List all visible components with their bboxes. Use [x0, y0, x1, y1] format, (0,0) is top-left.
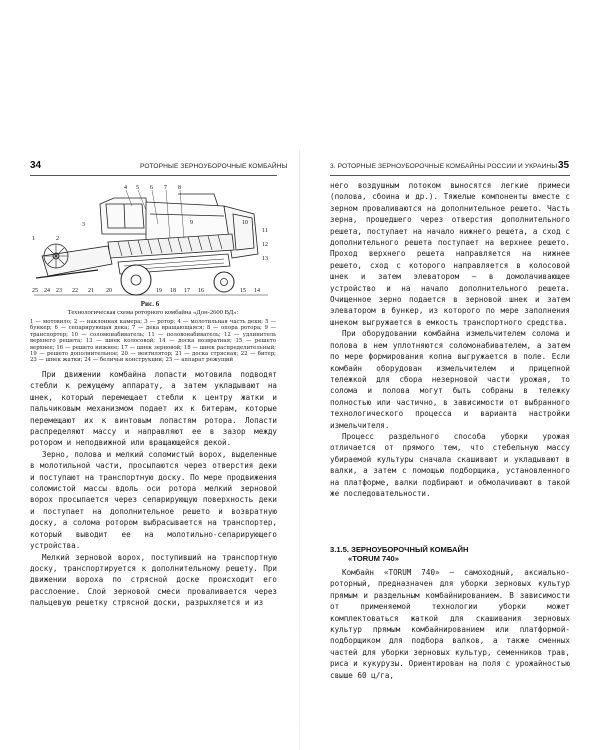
figure-callout: 18 [170, 288, 176, 294]
left-header-rule [30, 175, 277, 176]
paragraph: Процесс раздельного способа уборки урожая отличается от прямого тем, что стебельную массу убираемой культуры сначала скашивают и укладывают в валки, а затем с помощью подборщика, установленного на платформе, валки подбирают и обмолачивают в такой же последовательности. [330, 431, 570, 498]
figure-callout: 25 [32, 288, 38, 294]
left-page-number: 34 [30, 160, 42, 171]
figure-callout: 21 [88, 288, 94, 294]
paragraph: При движении комбайна лопасти мотовила подводят стебли к режущему аппарату, а затем укладывают на шнек, который перемещает стебли к центру жатки и пальчиковым механизмом подает их к битерам, которые перемещают их к винтовым лопастям ротора. Лопасти распределяют массу и направляют ее в зазор между ротором и неподвижной или вращающейся декой. [30, 370, 277, 448]
figure-callout: 19 [156, 288, 162, 294]
figure-callout: 5 [136, 185, 139, 191]
paragraph: При оборудовании комбайна измельчителем солома и полова в нем уплотняются соломонабивателем, а затем по мере формирования копна выгружается в поле. Если комбайн оборудован измельчителем и прицепной тележкой для сбора незерновой части урожая, то солома и полова могут быть собраны в тележку полностью или частично, в зависимости от выбранного технологического процесса и варианта настройки измельчителя. [330, 329, 570, 430]
right-running-header: 3. РОТОРНЫЕ ЗЕРНОУБОРОЧНЫЕ КОМБАЙНЫ РОССИИ И УКРАИНЫ [330, 163, 558, 170]
figure-callout: 15 [240, 288, 246, 294]
figure-callout: 4 [124, 185, 127, 191]
paragraph: Зерно, полова и мелкий соломистый ворох, выделенные в молотильной части, просыпаются через отверстия деки и поступают на транспортную доску. По мере продвижения соломистой массы вдоль оси ротора мелкий зерновой ворох просыпается через сепарирующую поверхность деки и поступает на дополнительное решето и возвратную доску, а солома ротором выбрасывается на транспортер, который выводит ее на молотильно-сепарирующего устройства. [30, 449, 277, 551]
figure-callout: 8 [178, 185, 181, 191]
figure-callout: 24 [44, 288, 50, 294]
figure-callout: 2 [56, 236, 59, 242]
figure-legend: 1 — мотовило; 2 — наклонная камера; 3 — ротор; 4 — молотильная часть деки; 5 — бункер; 6 — сепарирующая дека; 7 — дека вращающаяся; 8 — опора ротора; 9 — транспортер; 10 — соломонабиватель; 11 — половонабиватель; 12 — удлинитель верхнего решета; 13 — шнек колосовой; 14 — доска возвратная; 15 — решето верхнее; 16 — решето нижнее; 17 — шнек зерновой; 18 — шнек распределительный; 19 — решето дополнительное; 20 — вентилятор; 21 — доска стрясная; 22 — битер; 23 — шнек жатки; 24 — беличьи конструкции; 25 — аппарат режущий [30, 319, 276, 364]
figure-callout: 12 [262, 242, 268, 248]
figure-callout: 22 [72, 288, 78, 294]
figure-callout: 6 [150, 185, 153, 191]
right-page-number: 35 [558, 160, 570, 171]
figure-callout: 23 [56, 288, 62, 294]
figure-callout: 11 [262, 228, 268, 234]
section-heading-line: 3.1.5. ЗЕРНОУБОРОЧНЫЙ КОМБАЙН [330, 545, 469, 554]
figure-callout: 10 [242, 220, 248, 226]
paragraph: него воздушным потоком выносятся легкие примеси (полова, сбоина и др.). Тяжелые компоненты вместе с зерном проваливаются на дополнительное решето. Часть зерна, прошедшего через отверстия дополнительного решета, поступает на начало нижнего решета, а сход с дополнительного решета поступает на верхнее решето. Проход верхнего решета направляется на нижнее решето, сход с которого направляется в колосовой шнек и затем элеватором — в домолачивающее устройство и на начало дополнительного решета. Очищенное зерно подается в зерновой шнек и затем элеватором в бункер, из которого по мере заполнения шнеком выгружается в емкость транспортного средства. [330, 181, 570, 327]
figure-callout: 9 [190, 220, 193, 226]
figure-callout: 13 [262, 256, 268, 262]
figure-callout: 16 [198, 288, 204, 294]
paragraph: Комбайн «TORUM 740» — самоходный, аксиально-роторный, предназначен для уборки зерновых культур прямым и раздельным комбайнированием. В зависимости от применяемой технологии уборки может комплектоваться жаткой для скашивания зерновых культур прямым комбайнированием или платформой-подборщиком для подбора валков, а также сменных частей для уборки зерновых культур, семенников трав, риса и кукурузы. Ориентирован на поля с урожайностью свыше 60 ц/га, [330, 568, 570, 680]
left-body-text [30, 369, 277, 609]
figure-label: Рис. 6 [140, 300, 160, 308]
right-body-text-bottom [330, 567, 570, 681]
section-heading-line: «TORUM 740» [348, 554, 399, 563]
figure-title: Технологическая схема роторного комбайна «Дон-2600 ВД»: [67, 309, 239, 316]
figure-callout: 14 [254, 288, 260, 294]
figure-callout: 20 [106, 288, 112, 294]
figure-callout: 1 [32, 236, 35, 242]
figure-callout: 3 [82, 222, 85, 228]
section-heading [330, 545, 468, 563]
figure-callout: 7 [164, 185, 167, 191]
left-running-header: РОТОРНЫЕ ЗЕРНОУБОРОЧНЫЕ КОМБАЙНЫ [140, 163, 288, 170]
combine-scheme-figure [28, 184, 276, 298]
paragraph: Мелкий зерновой ворох, поступивший на транспортную доску, транспортируется к дополнительному решету. При движении вороха по стрясной доске происходит его расслоение. Слой зерновой смеси проваливается через пальцевую решетку стрясной доски, разрыхляется и из [30, 552, 277, 608]
right-header-rule [330, 175, 570, 176]
right-body-text-top [330, 180, 570, 499]
figure-callout: 17 [184, 288, 190, 294]
